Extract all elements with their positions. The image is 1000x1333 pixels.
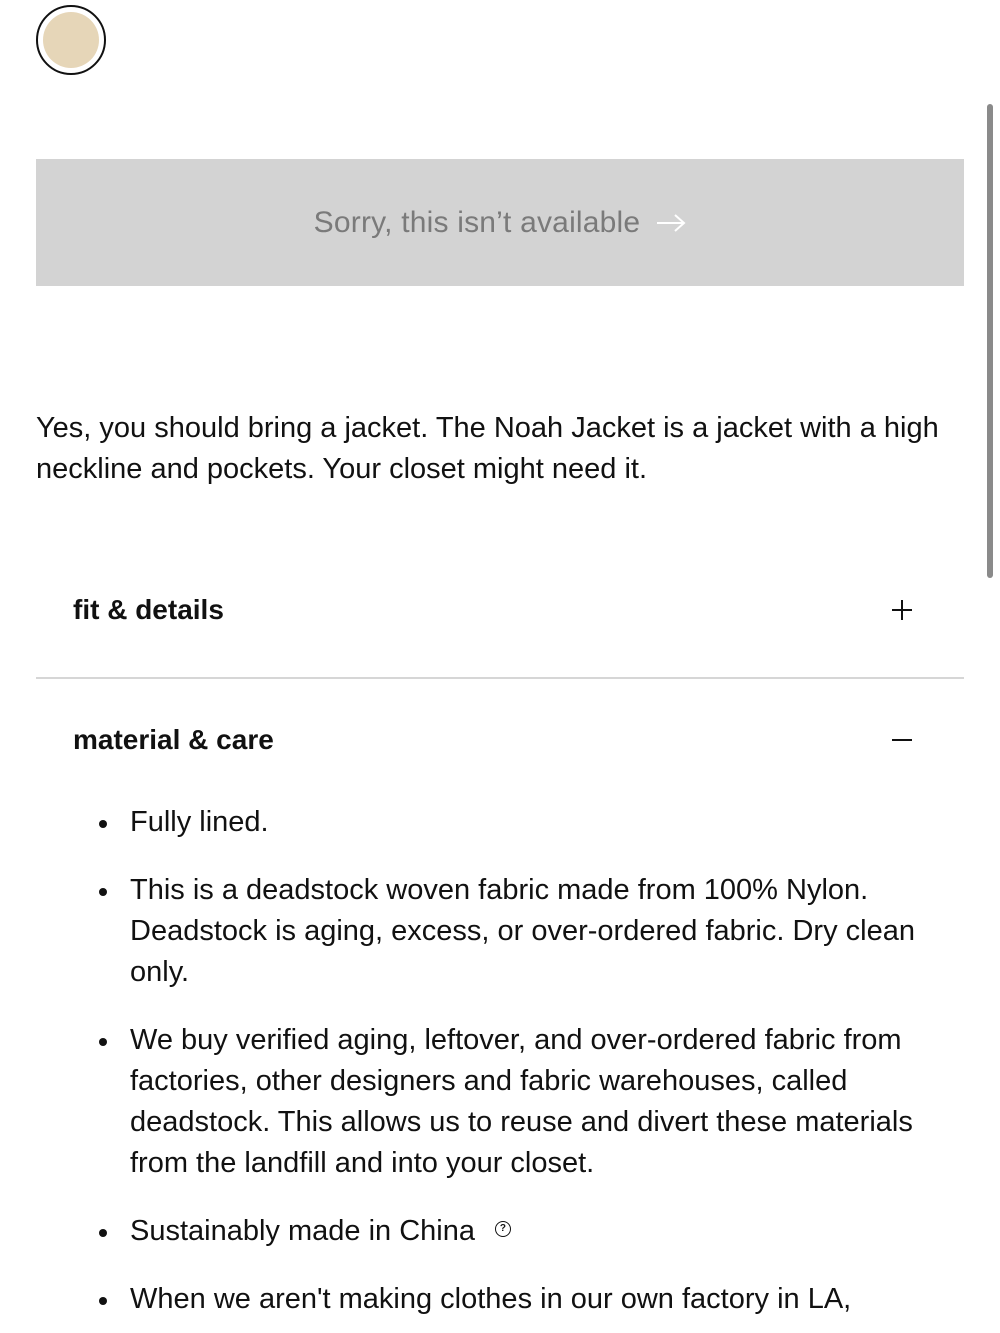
product-description: Yes, you should bring a jacket. The Noah Jacket is a jacket with a high neckline and pockets. Your closet might need it. bbox=[36, 412, 939, 485]
list-item bbox=[130, 1211, 920, 1252]
list-item-text: Fully lined. bbox=[130, 806, 269, 838]
scrollbar-thumb[interactable] bbox=[987, 104, 993, 578]
color-swatch-selected[interactable] bbox=[36, 5, 106, 75]
material-care-list bbox=[130, 802, 920, 1333]
list-item-text: When we aren't making clothes in our own factory in LA, bbox=[130, 1283, 852, 1315]
list-item bbox=[130, 802, 920, 843]
list-item-text: This is a deadstock woven fabric made from 100% Nylon. Deadstock is aging, excess, or over-ordered fabric. Dry clean only. bbox=[130, 874, 915, 988]
accordion-material-care[interactable] bbox=[36, 710, 964, 770]
color-swatch-fill bbox=[43, 12, 99, 68]
list-item bbox=[130, 1279, 920, 1320]
list-item bbox=[130, 1020, 920, 1184]
accordion-fit-details[interactable] bbox=[36, 580, 964, 640]
accordion-divider bbox=[36, 677, 964, 679]
list-item-text: Sustainably made in China bbox=[130, 1215, 475, 1247]
unavailable-add-to-cart-button[interactable] bbox=[36, 159, 964, 286]
list-item bbox=[130, 870, 920, 993]
accordion-title: material & care bbox=[73, 724, 274, 755]
question-circle-icon[interactable]: ? bbox=[495, 1221, 511, 1237]
unavailable-button-label: Sorry, this isn’t available bbox=[313, 205, 641, 239]
list-item-text: We buy verified aging, leftover, and over-ordered fabric from factories, other designers and fabric warehouses, called deadstock. This allows us to reuse and divert these materials from the landfill and into your closet. bbox=[130, 1024, 913, 1179]
plus-icon bbox=[890, 598, 914, 622]
arrow-right-icon bbox=[656, 213, 686, 233]
accordion-title: fit & details bbox=[73, 594, 224, 625]
minus-icon bbox=[890, 728, 914, 752]
